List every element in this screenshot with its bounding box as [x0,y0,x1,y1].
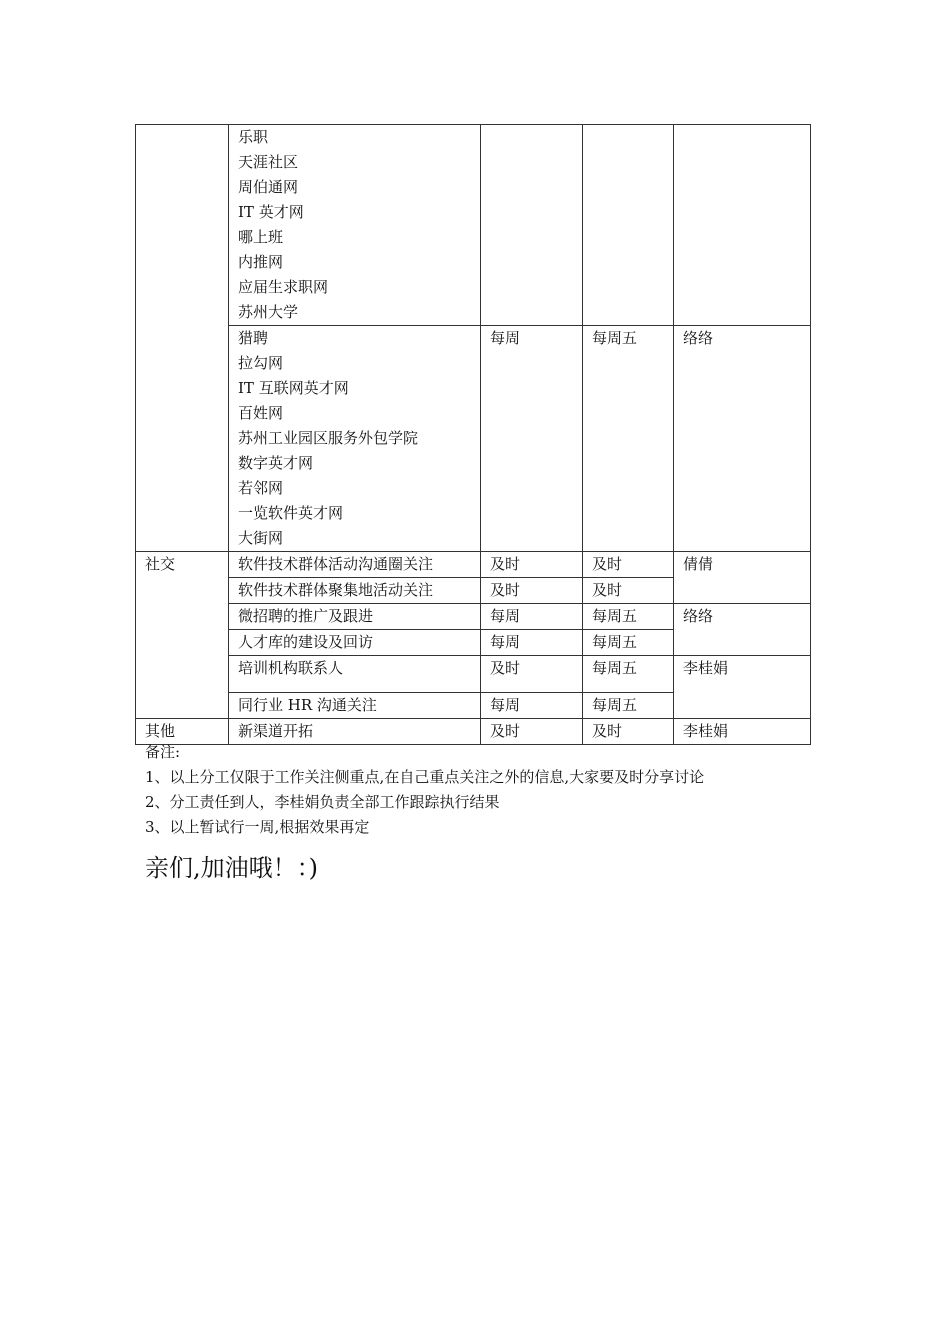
owner-cell: 络络 [674,326,811,552]
task-cell: 人才库的建设及回访 [229,630,481,656]
notes-title: 备注: [145,743,181,761]
note-item: 1、以上分工仅限于工作关注侧重点,在自己重点关注之外的信息,大家要及时分享讨论 [145,768,705,786]
site-item: 若邻网 [238,479,284,497]
site-list-1 [229,125,481,326]
task-cell: 软件技术群体活动沟通圈关注 [229,552,481,578]
site-item: 一览软件英才网 [238,504,344,522]
note-item: 3、以上暂试行一周,根据效果再定 [145,818,370,836]
task-cell: 同行业 HR 沟通关注 [229,693,481,719]
site-list-2 [229,326,481,552]
check-cell: 及时 [583,719,674,745]
site-item: 百姓网 [238,404,284,422]
freq-cell: 每周 [481,326,583,552]
check-cell: 每周五 [583,693,674,719]
owner-cell: 络络 [674,604,811,656]
check-cell: 每周五 [583,604,674,630]
site-item: 大街网 [238,529,284,547]
table-row [136,604,811,630]
notes-section [145,740,704,840]
check-cell: 每周五 [583,656,674,693]
freq-cell: 每周 [481,693,583,719]
task-cell: 软件技术群体聚集地活动关注 [229,578,481,604]
check-cell: 每周五 [583,630,674,656]
note-item: 2、分工责任到人，李桂娟负责全部工作跟踪执行结果 [145,793,500,811]
task-table [135,124,811,745]
site-item: 应届生求职网 [238,278,329,296]
owner-cell [674,125,811,326]
check-cell: 及时 [583,578,674,604]
site-item: 天涯社区 [238,153,299,171]
site-item: 乐职 [238,128,269,146]
category-cell: 社交 [136,552,229,719]
table-row [136,656,811,693]
table-row [136,125,811,326]
category-cell: 其他 [136,719,229,745]
site-item: IT 互联网英才网 [238,379,349,397]
freq-cell: 每周 [481,630,583,656]
task-cell: 新渠道开拓 [229,719,481,745]
site-item: 内推网 [238,253,284,271]
site-item: 哪上班 [238,228,284,246]
closing-message: 亲们,加油哦！：) [145,854,318,882]
site-item: 周伯通网 [238,178,299,196]
owner-cell: 李桂娟 [674,656,811,719]
table-row [136,326,811,552]
check-cell: 每周五 [583,326,674,552]
site-item: 数字英才网 [238,454,314,472]
site-item: 苏州工业园区服务外包学院 [238,429,419,447]
site-item: 拉勾网 [238,354,284,372]
freq-cell: 每周 [481,604,583,630]
freq-cell: 及时 [481,719,583,745]
table-row [136,552,811,578]
check-cell: 及时 [583,552,674,578]
freq-cell: 及时 [481,578,583,604]
task-cell: 微招聘的推广及跟进 [229,604,481,630]
site-item: 苏州大学 [238,303,299,321]
task-cell: 培训机构联系人 [229,656,481,693]
owner-cell: 倩倩 [674,552,811,604]
freq-cell: 及时 [481,656,583,693]
check-cell [583,125,674,326]
owner-cell: 李桂娟 [674,719,811,745]
site-item: 猎聘 [238,329,269,347]
freq-cell: 及时 [481,552,583,578]
site-item: IT 英才网 [238,203,304,221]
category-cell [136,125,229,552]
freq-cell [481,125,583,326]
